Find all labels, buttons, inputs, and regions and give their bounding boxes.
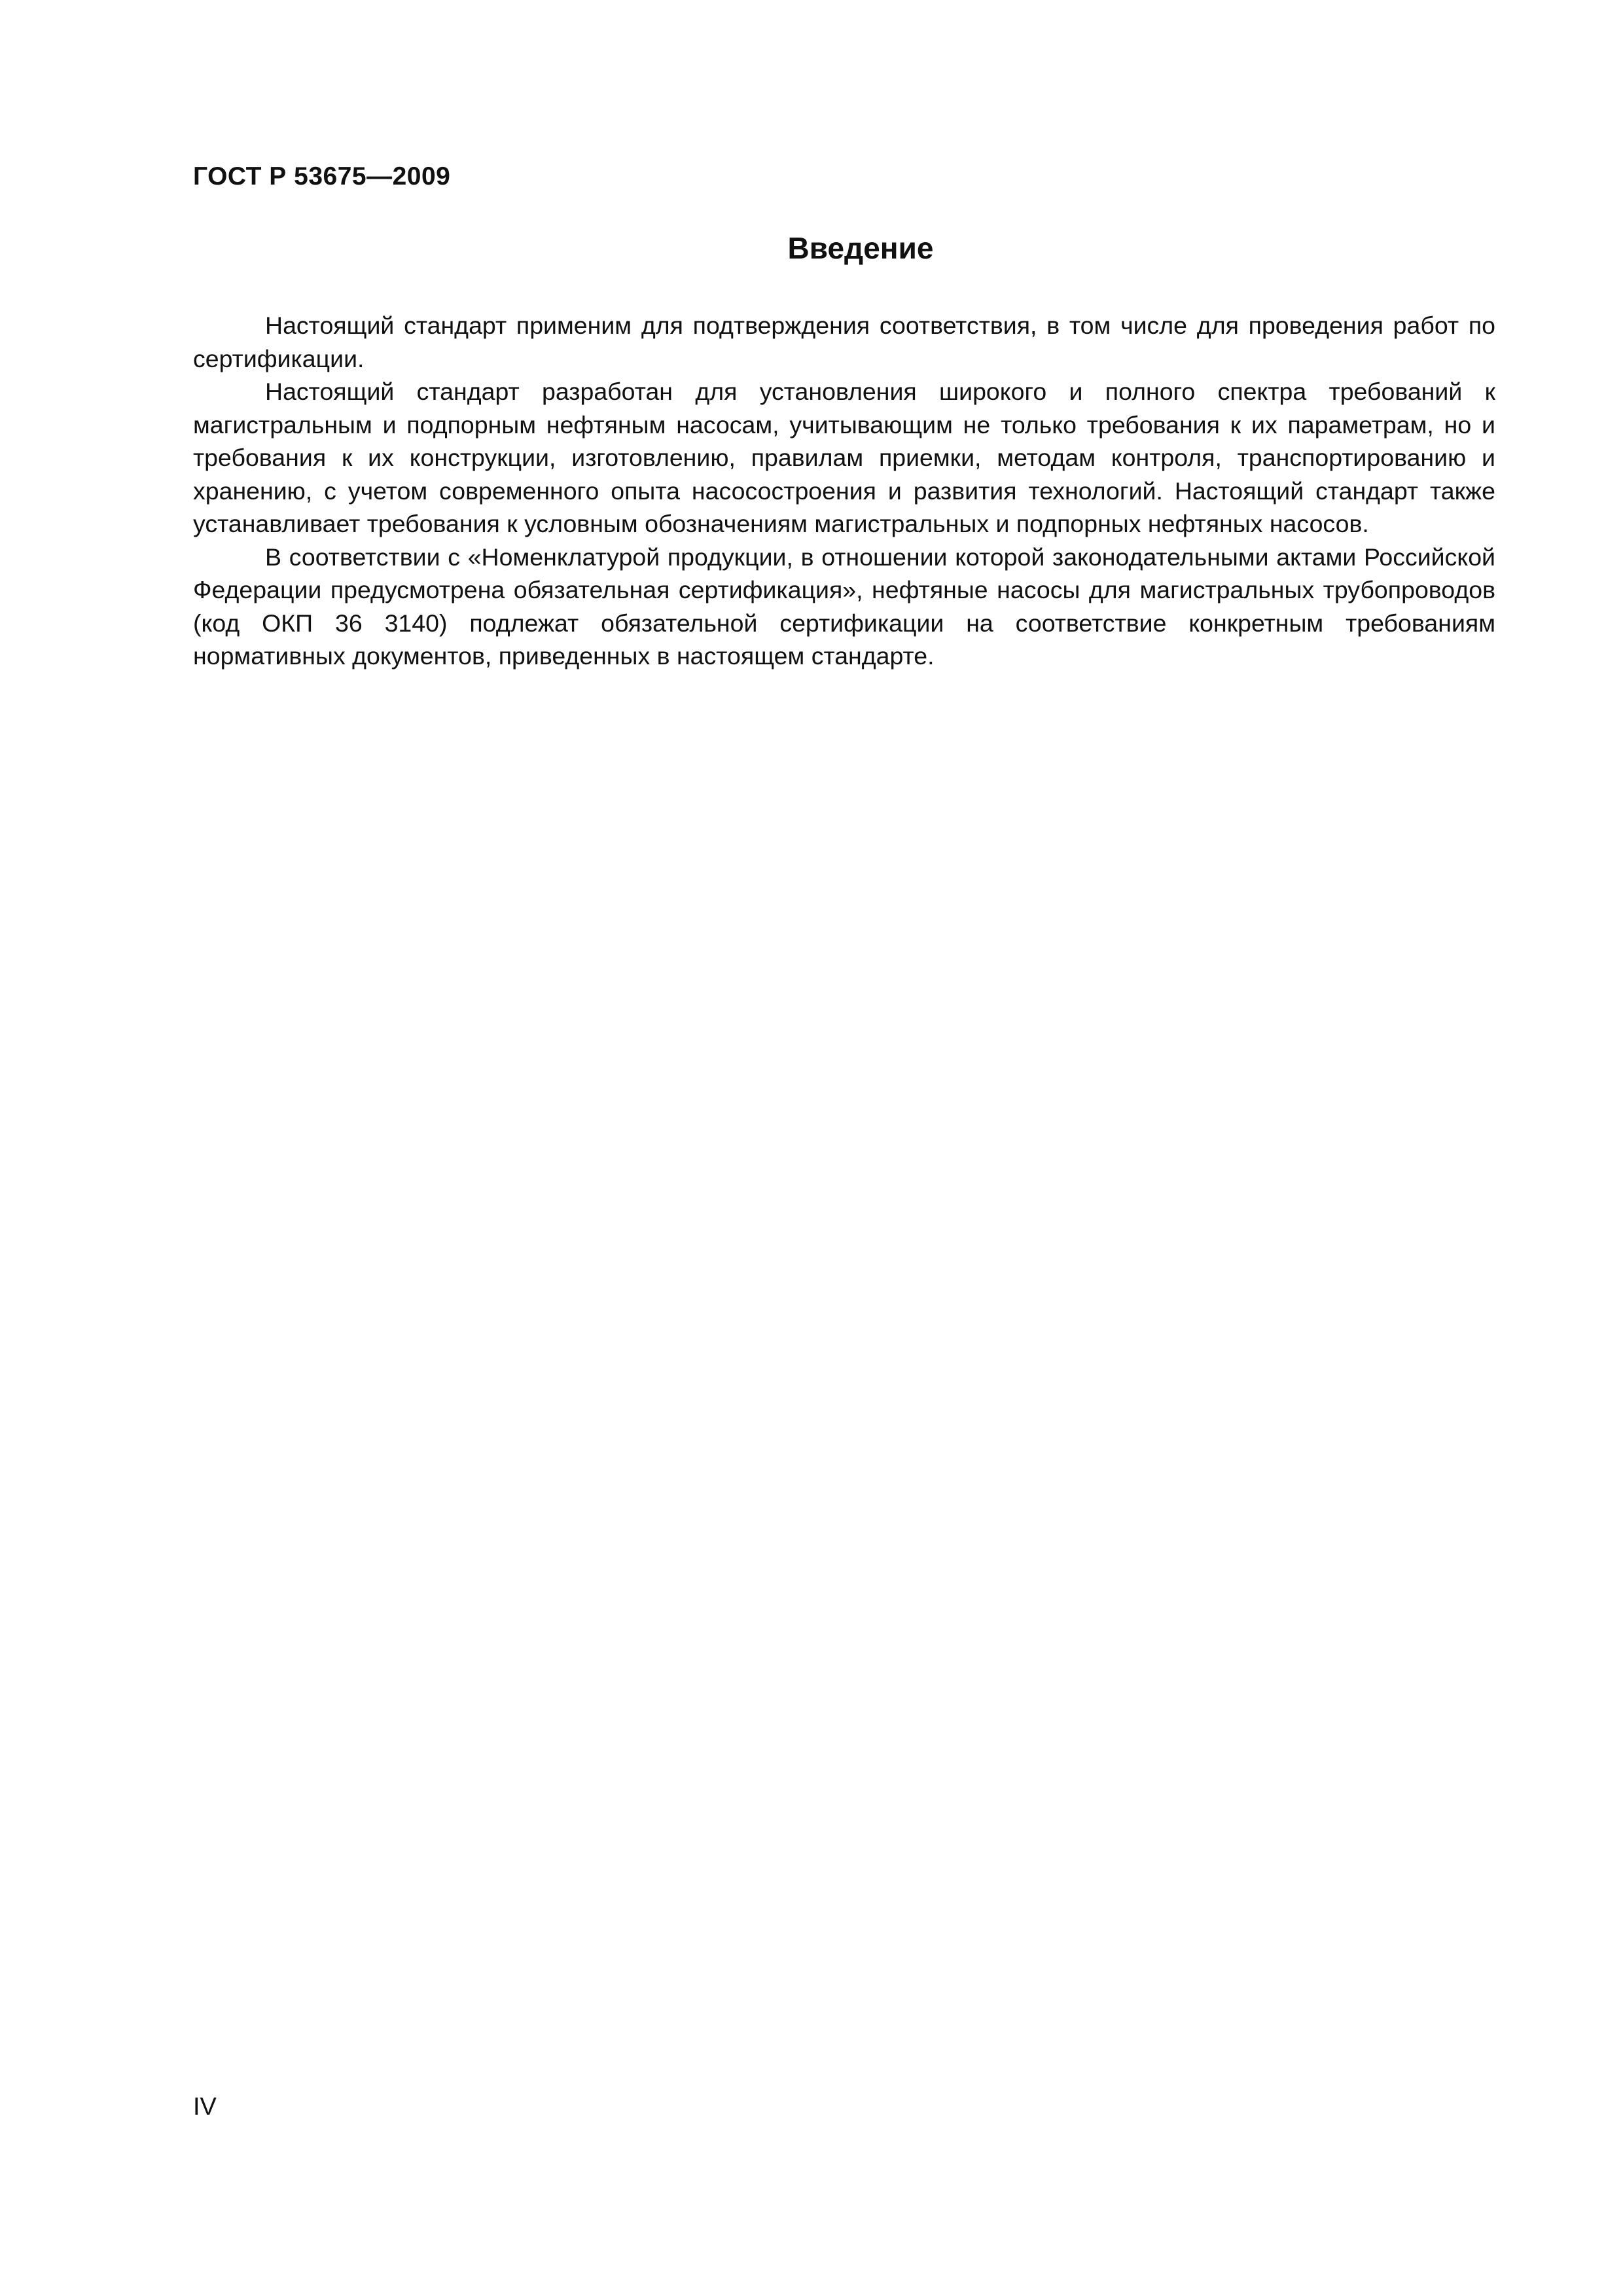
document-code: ГОСТ Р 53675—2009	[193, 162, 451, 190]
paragraph-3: В соответствии с «Номенклатурой продукции, в отношении которой законодательными актами Российской Федерации предусмотрена обязательная сертификация», нефтяные насосы для магистральных трубопроводов (код ОКП 36 3140) подлежат обязательной сертификации на соответствие конкретным требованиям нормативных документов, приведенных в настоящем стандарте.	[193, 543, 1495, 670]
page-number: IV	[193, 2093, 217, 2121]
body-text	[193, 309, 1495, 673]
paragraph-2: Настоящий стандарт разработан для установления широкого и полного спектра требований к магистральным и подпорным нефтяным насосам, учитывающим не только требования к их параметрам, но и требования к их конструкции, изготовлению, правилам приемки, методам контроля, транспортированию и хранению, с учетом современного опыта насосостроения и развития технологий. Настоящий стандарт также устанавливает требования к условным обозначениям магистральных и подпорных нефтяных насосов.	[193, 378, 1495, 537]
paragraph-1: Настоящий стандарт применим для подтверждения соответствия, в том числе для проведения работ по сертификации.	[193, 312, 1495, 372]
section-title: Введение	[787, 231, 934, 265]
